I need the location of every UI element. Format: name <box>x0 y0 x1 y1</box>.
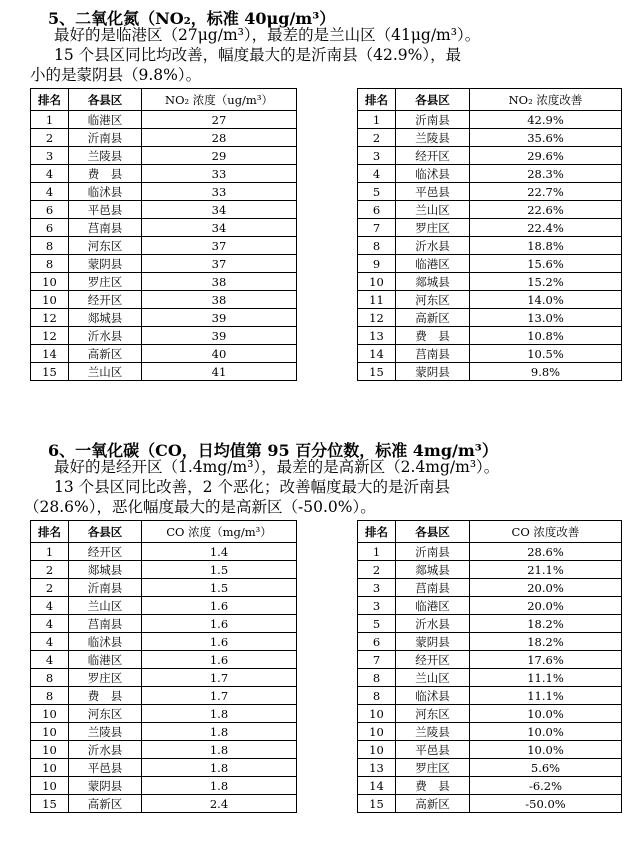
rank-cell: 4 <box>31 633 69 651</box>
rank-cell: 8 <box>31 255 69 273</box>
value-cell: 28.3% <box>470 165 622 183</box>
value-cell: 1.4 <box>142 543 297 561</box>
county-cell: 沂水县 <box>69 327 142 345</box>
table-row <box>31 255 297 273</box>
county-cell: 费 县 <box>396 777 470 795</box>
rank-cell: 7 <box>358 651 396 669</box>
value-cell: 39 <box>142 309 297 327</box>
table-row <box>31 543 297 561</box>
value-cell: 33 <box>142 183 297 201</box>
value-cell: 40 <box>142 345 297 363</box>
value-cell: 33 <box>142 165 297 183</box>
rank-cell: 10 <box>358 705 396 723</box>
county-cell: 兰陵县 <box>69 147 142 165</box>
county-cell: 罗庄区 <box>396 759 470 777</box>
section-6-paragraph-2-line-1: 13 个县区同比改善，2 个恶化；改善幅度最大的是沂南县 <box>54 478 450 496</box>
rank-cell: 8 <box>358 237 396 255</box>
table-row <box>358 111 622 129</box>
table-row <box>31 651 297 669</box>
county-cell: 临沭县 <box>69 183 142 201</box>
value-cell: 18.8% <box>470 237 622 255</box>
rank-cell: 5 <box>358 615 396 633</box>
table-row <box>358 669 622 687</box>
county-cell: 蒙阴县 <box>396 633 470 651</box>
table-row <box>358 561 622 579</box>
value-cell: 1.7 <box>142 687 297 705</box>
county-cell: 蒙阴县 <box>396 363 470 381</box>
rank-cell: 5 <box>358 183 396 201</box>
value-cell: 1.6 <box>142 615 297 633</box>
county-cell: 平邑县 <box>396 741 470 759</box>
value-cell: 39 <box>142 327 297 345</box>
table-row <box>358 273 622 291</box>
value-cell: 37 <box>142 255 297 273</box>
value-cell: 38 <box>142 273 297 291</box>
value-cell: 1.6 <box>142 597 297 615</box>
county-cell: 经开区 <box>396 147 470 165</box>
value-cell: 13.0% <box>470 309 622 327</box>
value-cell: 38 <box>142 291 297 309</box>
header-county: 各县区 <box>396 89 470 111</box>
rank-cell: 10 <box>31 741 69 759</box>
section-6-paragraph-1: 最好的是经开区（1.4mg/m³），最差的是高新区（2.4mg/m³）。 <box>54 458 500 476</box>
table-header-row <box>31 89 297 111</box>
county-cell: 兰陵县 <box>396 129 470 147</box>
rank-cell: 3 <box>358 147 396 165</box>
rank-cell: 11 <box>358 291 396 309</box>
header-county: 各县区 <box>69 521 142 543</box>
rank-cell: 2 <box>358 129 396 147</box>
table-row <box>358 633 622 651</box>
county-cell: 兰陵县 <box>396 723 470 741</box>
county-cell: 沂水县 <box>396 615 470 633</box>
county-cell: 沂水县 <box>69 741 142 759</box>
value-cell: 34 <box>142 201 297 219</box>
county-cell: 兰山区 <box>396 669 470 687</box>
table-header-row <box>31 521 297 543</box>
county-cell: 经开区 <box>69 543 142 561</box>
county-cell: 莒南县 <box>69 219 142 237</box>
value-cell: 18.2% <box>470 633 622 651</box>
rank-cell: 9 <box>358 255 396 273</box>
county-cell: 河东区 <box>69 705 142 723</box>
county-cell: 临沭县 <box>396 687 470 705</box>
county-cell: 高新区 <box>69 795 142 813</box>
county-cell: 河东区 <box>69 237 142 255</box>
value-cell: 34 <box>142 219 297 237</box>
county-cell: 兰山区 <box>69 597 142 615</box>
rank-cell: 15 <box>31 795 69 813</box>
table-row <box>358 579 622 597</box>
table-row <box>358 705 622 723</box>
county-cell: 莒南县 <box>396 579 470 597</box>
value-cell: 17.6% <box>470 651 622 669</box>
table-row <box>31 273 297 291</box>
county-cell: 郯城县 <box>396 561 470 579</box>
value-cell: 22.7% <box>470 183 622 201</box>
rank-cell: 4 <box>31 165 69 183</box>
table-row <box>31 309 297 327</box>
county-cell: 沂南县 <box>69 579 142 597</box>
rank-cell: 10 <box>31 777 69 795</box>
county-cell: 兰山区 <box>396 201 470 219</box>
value-cell: 10.8% <box>470 327 622 345</box>
table-row <box>358 363 622 381</box>
table-row <box>31 561 297 579</box>
value-cell: 9.8% <box>470 363 622 381</box>
header-co-concentration: CO 浓度（mg/m³） <box>142 521 297 543</box>
table-row <box>31 723 297 741</box>
section-5-paragraph-1: 最好的是临港区（27μg/m³），最差的是兰山区（41μg/m³）。 <box>54 26 481 44</box>
county-cell: 兰山区 <box>69 363 142 381</box>
county-cell: 兰陵县 <box>69 723 142 741</box>
table-header-row <box>358 89 622 111</box>
value-cell: 14.0% <box>470 291 622 309</box>
value-cell: 21.1% <box>470 561 622 579</box>
value-cell: 1.6 <box>142 633 297 651</box>
value-cell: 22.4% <box>470 219 622 237</box>
county-cell: 沂南县 <box>396 543 470 561</box>
table-row <box>358 255 622 273</box>
header-no2-improvement: NO₂ 浓度改善 <box>470 89 622 111</box>
county-cell: 高新区 <box>396 795 470 813</box>
table-row <box>358 723 622 741</box>
rank-cell: 4 <box>358 165 396 183</box>
table-row <box>358 291 622 309</box>
county-cell: 罗庄区 <box>69 669 142 687</box>
table-row <box>358 345 622 363</box>
table-row <box>31 165 297 183</box>
county-cell: 沂水县 <box>396 237 470 255</box>
table-row <box>31 597 297 615</box>
value-cell: 28 <box>142 129 297 147</box>
header-co-improvement: CO 浓度改善 <box>470 521 622 543</box>
section-5-paragraph-2-line-2: 小的是蒙阴县（9.8%）。 <box>30 66 202 84</box>
value-cell: 1.8 <box>142 705 297 723</box>
county-cell: 临港区 <box>69 651 142 669</box>
table-row <box>358 741 622 759</box>
value-cell: 2.4 <box>142 795 297 813</box>
table-row <box>31 687 297 705</box>
rank-cell: 15 <box>358 795 396 813</box>
rank-cell: 14 <box>358 777 396 795</box>
co-concentration-table <box>30 520 297 813</box>
county-cell: 罗庄区 <box>396 219 470 237</box>
table-row <box>31 147 297 165</box>
table-row <box>31 759 297 777</box>
county-cell: 河东区 <box>396 291 470 309</box>
table-row <box>358 147 622 165</box>
rank-cell: 2 <box>31 561 69 579</box>
rank-cell: 7 <box>358 219 396 237</box>
value-cell: 1.8 <box>142 759 297 777</box>
table-row <box>358 759 622 777</box>
rank-cell: 6 <box>31 201 69 219</box>
value-cell: 18.2% <box>470 615 622 633</box>
table-row <box>31 705 297 723</box>
header-rank: 排名 <box>31 521 69 543</box>
value-cell: 20.0% <box>470 579 622 597</box>
rank-cell: 1 <box>31 111 69 129</box>
rank-cell: 15 <box>358 363 396 381</box>
header-county: 各县区 <box>396 521 470 543</box>
rank-cell: 2 <box>31 129 69 147</box>
rank-cell: 4 <box>31 183 69 201</box>
county-cell: 经开区 <box>69 291 142 309</box>
rank-cell: 8 <box>31 669 69 687</box>
rank-cell: 12 <box>31 327 69 345</box>
value-cell: 1.8 <box>142 741 297 759</box>
county-cell: 罗庄区 <box>69 273 142 291</box>
table-row <box>31 777 297 795</box>
value-cell: 27 <box>142 111 297 129</box>
county-cell: 蒙阴县 <box>69 777 142 795</box>
co-improvement-table <box>357 520 622 813</box>
value-cell: 15.6% <box>470 255 622 273</box>
rank-cell: 10 <box>31 759 69 777</box>
value-cell: 1.5 <box>142 579 297 597</box>
header-rank: 排名 <box>31 89 69 111</box>
table-row <box>31 327 297 345</box>
no2-concentration-table <box>30 88 297 381</box>
rank-cell: 2 <box>358 561 396 579</box>
table-row <box>358 201 622 219</box>
header-rank: 排名 <box>358 89 396 111</box>
county-cell: 平邑县 <box>396 183 470 201</box>
county-cell: 莒南县 <box>396 345 470 363</box>
rank-cell: 14 <box>31 345 69 363</box>
table-row <box>358 615 622 633</box>
value-cell: 29.6% <box>470 147 622 165</box>
county-cell: 郯城县 <box>69 309 142 327</box>
table-row <box>358 219 622 237</box>
county-cell: 郯城县 <box>396 273 470 291</box>
rank-cell: 10 <box>358 723 396 741</box>
value-cell: 42.9% <box>470 111 622 129</box>
rank-cell: 4 <box>31 597 69 615</box>
header-rank: 排名 <box>358 521 396 543</box>
value-cell: 11.1% <box>470 687 622 705</box>
rank-cell: 8 <box>358 669 396 687</box>
section-6-paragraph-2-line-2: （28.6%），恶化幅度最大的是高新区（-50.0%）。 <box>24 498 376 516</box>
county-cell: 莒南县 <box>69 615 142 633</box>
rank-cell: 15 <box>31 363 69 381</box>
county-cell: 临港区 <box>396 255 470 273</box>
value-cell: 10.5% <box>470 345 622 363</box>
table-row <box>358 651 622 669</box>
value-cell: 1.7 <box>142 669 297 687</box>
value-cell: -50.0% <box>470 795 622 813</box>
rank-cell: 10 <box>31 723 69 741</box>
county-cell: 费 县 <box>69 687 142 705</box>
table-row <box>31 795 297 813</box>
county-cell: 费 县 <box>69 165 142 183</box>
table-row <box>31 363 297 381</box>
table-row <box>358 183 622 201</box>
table-row <box>31 219 297 237</box>
rank-cell: 13 <box>358 327 396 345</box>
table-row <box>358 777 622 795</box>
rank-cell: 3 <box>358 579 396 597</box>
county-cell: 费 县 <box>396 327 470 345</box>
header-county: 各县区 <box>69 89 142 111</box>
value-cell: -6.2% <box>470 777 622 795</box>
county-cell: 河东区 <box>396 705 470 723</box>
rank-cell: 8 <box>31 237 69 255</box>
value-cell: 10.0% <box>470 723 622 741</box>
county-cell: 沂南县 <box>69 129 142 147</box>
table-row <box>31 129 297 147</box>
section-6-heading: 6、一氧化碳（CO，日均值第 95 百分位数，标准 4mg/m³） <box>48 441 498 460</box>
table-row <box>31 669 297 687</box>
value-cell: 10.0% <box>470 741 622 759</box>
rank-cell: 6 <box>358 633 396 651</box>
county-cell: 临沭县 <box>69 633 142 651</box>
value-cell: 22.6% <box>470 201 622 219</box>
section-5-heading: 5、二氧化氮（NO₂，标准 40μg/m³） <box>48 9 336 28</box>
county-cell: 高新区 <box>396 309 470 327</box>
table-row <box>358 687 622 705</box>
rank-cell: 10 <box>31 273 69 291</box>
table-row <box>358 597 622 615</box>
rank-cell: 3 <box>31 147 69 165</box>
value-cell: 41 <box>142 363 297 381</box>
table-row <box>31 183 297 201</box>
rank-cell: 12 <box>31 309 69 327</box>
county-cell: 临港区 <box>69 111 142 129</box>
county-cell: 郯城县 <box>69 561 142 579</box>
value-cell: 1.8 <box>142 723 297 741</box>
table-row <box>358 165 622 183</box>
header-no2-concentration: NO₂ 浓度（ug/m³） <box>142 89 297 111</box>
rank-cell: 3 <box>358 597 396 615</box>
rank-cell: 2 <box>31 579 69 597</box>
county-cell: 临港区 <box>396 597 470 615</box>
table-row <box>358 543 622 561</box>
value-cell: 28.6% <box>470 543 622 561</box>
county-cell: 临沭县 <box>396 165 470 183</box>
county-cell: 沂南县 <box>396 111 470 129</box>
county-cell: 高新区 <box>69 345 142 363</box>
rank-cell: 10 <box>358 273 396 291</box>
table-row <box>31 615 297 633</box>
rank-cell: 8 <box>31 687 69 705</box>
table-row <box>358 309 622 327</box>
value-cell: 37 <box>142 237 297 255</box>
value-cell: 1.5 <box>142 561 297 579</box>
rank-cell: 4 <box>31 615 69 633</box>
rank-cell: 1 <box>358 543 396 561</box>
section-5-paragraph-2-line-1: 15 个县区同比均改善，幅度最大的是沂南县（42.9%），最 <box>54 46 462 64</box>
rank-cell: 10 <box>31 291 69 309</box>
rank-cell: 1 <box>31 543 69 561</box>
value-cell: 29 <box>142 147 297 165</box>
value-cell: 11.1% <box>470 669 622 687</box>
rank-cell: 12 <box>358 309 396 327</box>
rank-cell: 14 <box>358 345 396 363</box>
county-cell: 平邑县 <box>69 201 142 219</box>
table-row <box>31 291 297 309</box>
county-cell: 蒙阴县 <box>69 255 142 273</box>
rank-cell: 10 <box>358 741 396 759</box>
rank-cell: 4 <box>31 651 69 669</box>
table-row <box>31 237 297 255</box>
rank-cell: 6 <box>31 219 69 237</box>
value-cell: 1.6 <box>142 651 297 669</box>
table-row <box>31 345 297 363</box>
value-cell: 1.8 <box>142 777 297 795</box>
table-row <box>31 201 297 219</box>
value-cell: 10.0% <box>470 705 622 723</box>
no2-improvement-table <box>357 88 622 381</box>
value-cell: 35.6% <box>470 129 622 147</box>
value-cell: 15.2% <box>470 273 622 291</box>
table-row <box>358 129 622 147</box>
value-cell: 20.0% <box>470 597 622 615</box>
rank-cell: 10 <box>31 705 69 723</box>
table-row <box>358 237 622 255</box>
value-cell: 5.6% <box>470 759 622 777</box>
table-row <box>31 579 297 597</box>
county-cell: 经开区 <box>396 651 470 669</box>
rank-cell: 8 <box>358 687 396 705</box>
table-header-row <box>358 521 622 543</box>
county-cell: 平邑县 <box>69 759 142 777</box>
table-row <box>31 741 297 759</box>
rank-cell: 6 <box>358 201 396 219</box>
table-row <box>31 111 297 129</box>
table-row <box>31 633 297 651</box>
rank-cell: 1 <box>358 111 396 129</box>
table-row <box>358 795 622 813</box>
table-row <box>358 327 622 345</box>
rank-cell: 13 <box>358 759 396 777</box>
